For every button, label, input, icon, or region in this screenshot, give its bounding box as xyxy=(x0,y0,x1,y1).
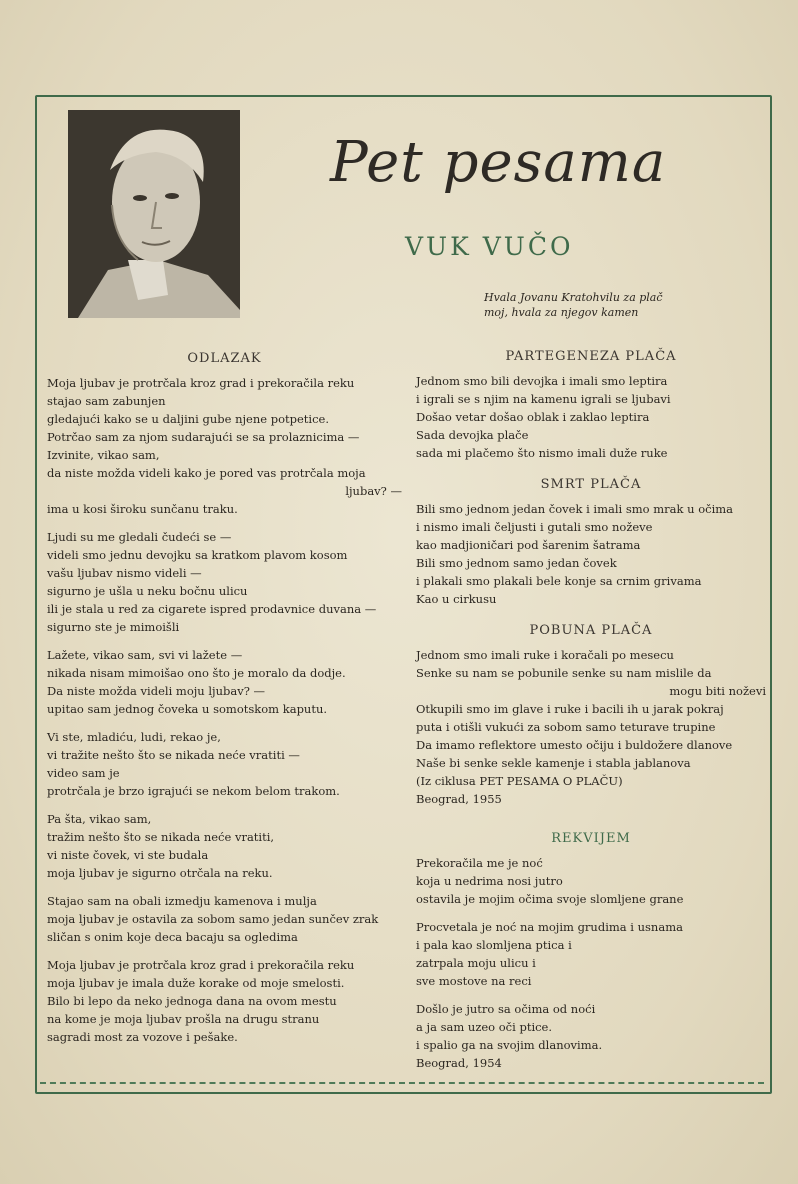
dedication-line: moj, hvala za njegov kamen xyxy=(484,306,639,319)
poem-line: Jednom smo imali ruke i koračali po mesecu xyxy=(416,648,674,662)
poem-title: ODLAZAK xyxy=(187,351,262,366)
poem-line: Beograd, 1955 xyxy=(416,792,502,806)
poem-line: Beograd, 1954 xyxy=(416,1056,502,1070)
poem-line: sigurno ste je mimoišli xyxy=(47,620,180,634)
poem-line: sagradi most za vozove i pešake. xyxy=(47,1030,238,1044)
poem-line: Bilo bi lepo da neko jednoga dana na ovom mestu xyxy=(47,994,337,1008)
poem-line: Otkupili smo im glave i ruke i bacili ih u jarak pokraj xyxy=(416,702,724,716)
poem-title: PARTEGENEZA PLAČA xyxy=(505,349,677,364)
poem-line: na kome je moja ljubav prošla na drugu stranu xyxy=(47,1012,320,1026)
poem-line: vi tražite nešto što se nikada neće vratiti — xyxy=(47,748,300,762)
poem-line: tražim nešto što se nikada neće vratiti, xyxy=(47,830,275,844)
page-title: Pet pesama xyxy=(330,130,667,195)
poem-line: Da imamo reflektore umesto očiju i buldožere dlanove xyxy=(416,738,733,752)
poem-odlazak xyxy=(47,350,402,1046)
poem-line: Prekoračila me je noć xyxy=(416,856,543,870)
poem-line: Ljudi su me gledali čudeći se — xyxy=(47,530,232,544)
poem-line: ostavila je mojim očima svoje slomljene grane xyxy=(416,892,684,906)
poem-line: Došao vetar došao oblak i zaklao leptira xyxy=(416,410,650,424)
poem-line: Bili smo jednom jedan čovek i imali smo mrak u očima xyxy=(416,502,734,516)
poem-title: REKVIJEM xyxy=(551,831,631,846)
poem-line: Senke su nam se pobunile senke su nam mislile da xyxy=(416,666,712,680)
right-column-poems xyxy=(416,348,766,1072)
poem-line: Moja ljubav je protrčala kroz grad i prekoračila reku xyxy=(47,958,355,972)
poem-line: moja ljubav je sigurno otrčala na reku. xyxy=(47,866,273,880)
dedication xyxy=(484,290,754,320)
poem-line: mogu biti noževi xyxy=(669,684,766,698)
poem-line: i plakali smo plakali bele konje sa crnim grivama xyxy=(416,574,702,588)
poem-line: Pa šta, vikao sam, xyxy=(47,812,152,826)
poem-line: Vi ste, mladiću, ludi, rekao je, xyxy=(47,730,221,744)
poem-line: Bili smo jednom samo jedan čovek xyxy=(416,556,617,570)
poem-line: Naše bi senke sekle kamenje i stabla jablanova xyxy=(416,756,691,770)
poem-line: koja u nedrima nosi jutro xyxy=(416,874,563,888)
poem-line: Došlo je jutro sa očima od noći xyxy=(416,1002,596,1016)
poem-line: i igrali se s njim na kamenu igrali se ljubavi xyxy=(416,392,671,406)
poem-line: Moja ljubav je protrčala kroz grad i prekoračila reku xyxy=(47,376,355,390)
poem-title: SMRT PLAČA xyxy=(540,477,642,492)
poem-line: Stajao sam na obali izmedju kamenova i mulja xyxy=(47,894,317,908)
poem-line: sličan s onim koje deca bacaju sa ogledima xyxy=(47,930,298,944)
dedication-line: Hvala Jovanu Kratohvilu za plač xyxy=(484,291,663,304)
poem-line: ima u kosi široku sunčanu traku. xyxy=(47,502,238,516)
poem-line: puta i otišli vukući za sobom samo teturave trupine xyxy=(416,720,716,734)
poem-line: a ja sam uzeo oči ptice. xyxy=(416,1020,553,1034)
poem-line: sve mostove na reci xyxy=(416,974,532,988)
poem-line: Izvinite, vikao sam, xyxy=(47,448,160,462)
poem-line: vašu ljubav nismo videli — xyxy=(47,566,202,580)
poem-line: gledajući kako se u daljini gube njene potpetice. xyxy=(47,412,329,426)
author-photo xyxy=(68,110,240,318)
poem-line: i pala kao slomljena ptica i xyxy=(416,938,572,952)
poem-line: Procvetala je noć na mojim grudima i usnama xyxy=(416,920,683,934)
poem-line: zatrpala moju ulicu i xyxy=(416,956,536,970)
poem-line: Sada devojka plače xyxy=(416,428,529,442)
poem-line: moja ljubav je ostavila za sobom samo jedan sunčev zrak xyxy=(47,912,379,926)
poem-line: ljubav? — xyxy=(345,484,402,498)
poem-line: video sam je xyxy=(47,766,120,780)
poem-line: da niste možda videli kako je pored vas protrčala moja xyxy=(47,466,366,480)
poem-line: sigurno je ušla u neku bočnu ulicu xyxy=(47,584,248,598)
poem-line: (Iz ciklusa PET PESAMA O PLAČU) xyxy=(416,774,623,788)
poem-line: Lažete, vikao sam, svi vi lažete — xyxy=(47,648,243,662)
poem-line: videli smo jednu devojku sa kratkom plavom kosom xyxy=(47,548,348,562)
poem-line: upitao sam jednog čoveka u somotskom kaputu. xyxy=(47,702,328,716)
poem-line: Potrčao sam za njom sudarajući se sa prolaznicima — xyxy=(47,430,360,444)
poem-line: Da niste možda videli moju ljubav? — xyxy=(47,684,266,698)
poem-line: kao madjioničari pod šarenim šatrama xyxy=(416,538,641,552)
poem-line: Kao u cirkusu xyxy=(416,592,497,606)
poem-line: moja ljubav je imala duže korake od moje smelosti. xyxy=(47,976,345,990)
author-name: VUK VUČO xyxy=(405,232,574,261)
poem-title: POBUNA PLAČA xyxy=(529,623,653,638)
poem-line: sada mi plačemo što nismo imali duže ruke xyxy=(416,446,668,460)
poem-line: Jednom smo bili devojka i imali smo leptira xyxy=(416,374,668,388)
poem-line: i spalio ga na svojim dlanovima. xyxy=(416,1038,603,1052)
bottom-rule xyxy=(40,1082,764,1084)
poem-line: i nismo imali čeljusti i gutali smo noževe xyxy=(416,520,653,534)
poem-line: vi niste čovek, vi ste budala xyxy=(47,848,209,862)
poem-line: stajao sam zabunjen xyxy=(47,394,166,408)
poem-line: ili je stala u red za cigarete ispred prodavnice duvana — xyxy=(47,602,377,616)
poem-line: nikada nisam mimoišao ono što je moralo da dodje. xyxy=(47,666,346,680)
poem-line: protrčala je brzo igrajući se nekom belom trakom. xyxy=(47,784,340,798)
